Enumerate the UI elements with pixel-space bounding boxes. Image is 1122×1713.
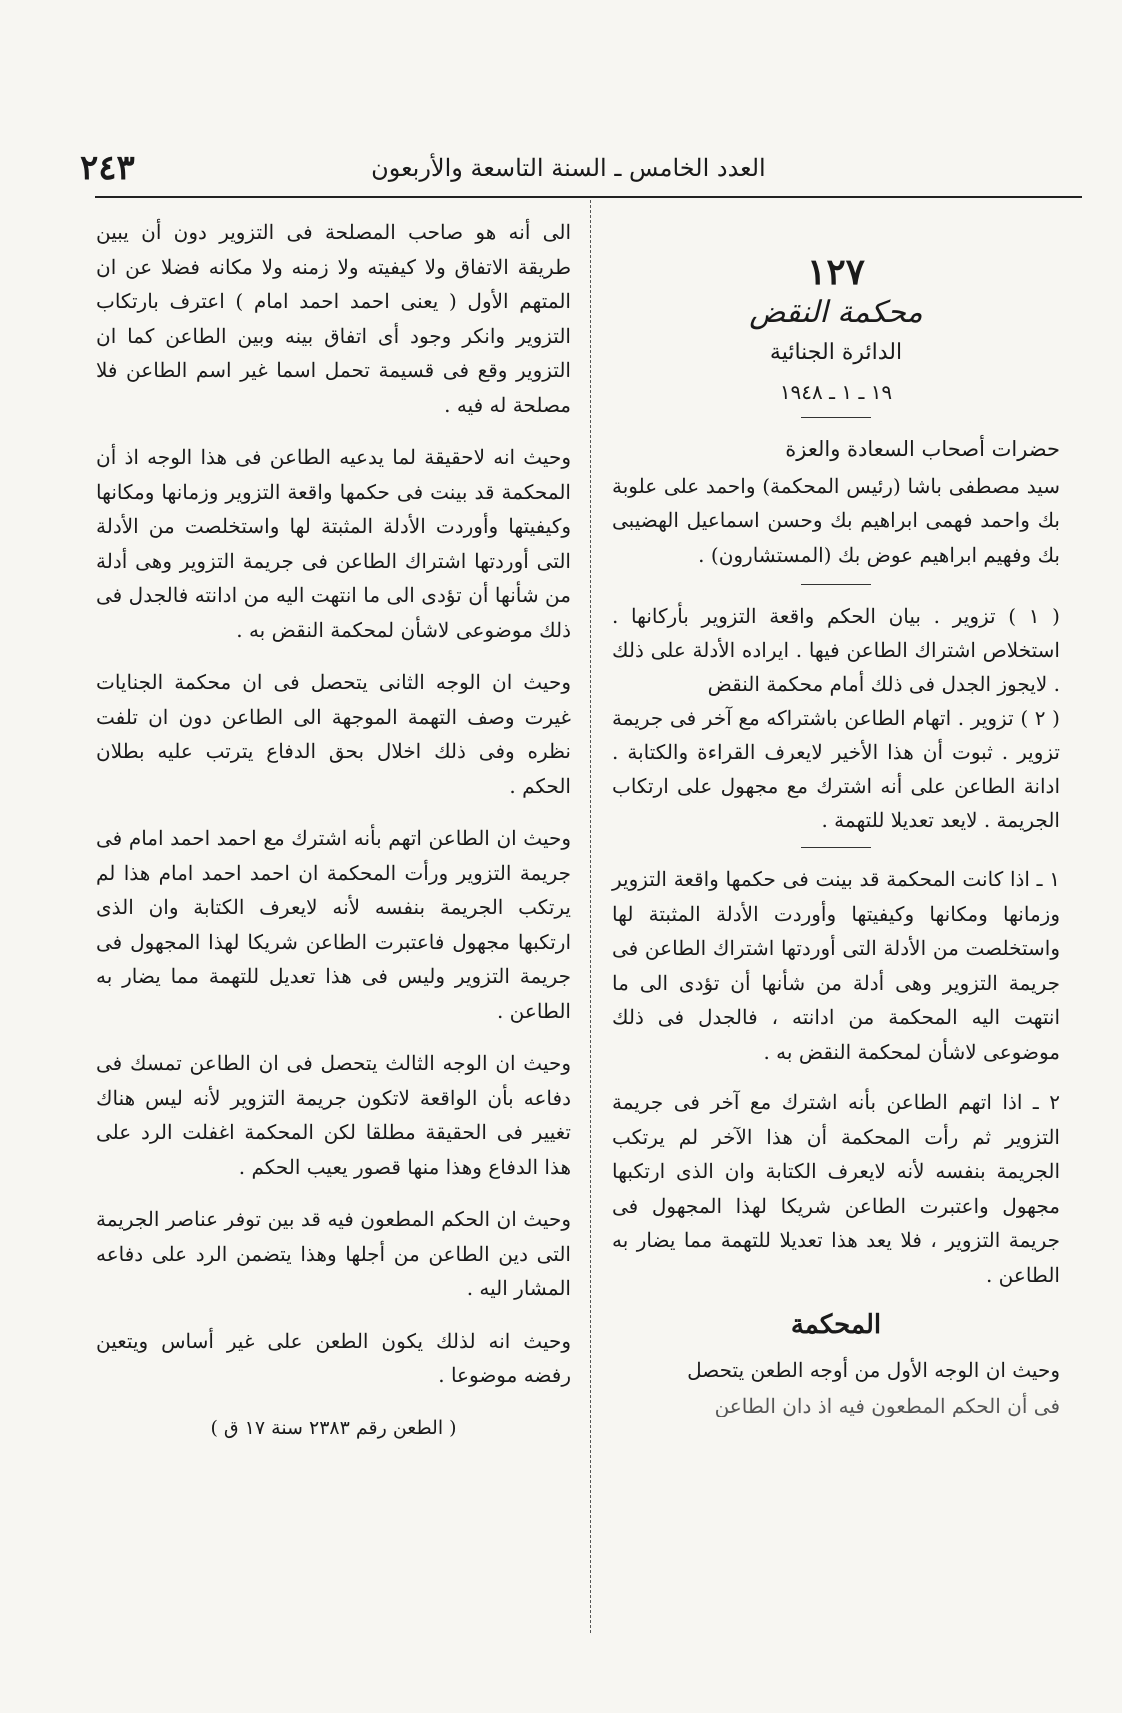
case-number: ١٢٧: [806, 251, 865, 293]
left-paragraph-4: وحيث ان الطاعن اتهم بأنه اشترك مع احمد احمد امام فى جريمة التزوير ورأت المحكمة ان احمد احمد امام هذا لم يرتكب الجريمة بنفسه لأنه لايعرف الكتابة وان الذى ارتكبها مجهول فاعتبرت الطاعن شريكا لهذا المجهول فى جريمة التزوير وليس فى هذا تعديل للتهمة مما يضار به الطاعن .: [96, 826, 571, 1023]
right-column: [612, 215, 1060, 1417]
page-header: [80, 140, 1042, 196]
left-paragraph-6: وحيث ان الحكم المطعون فيه قد بين توفر عناصر الجريمة التى دين الطاعن من أجلها وهذا يتضمن الرد على دفاعه المشار اليه .: [96, 1207, 571, 1300]
header-rule: [95, 196, 1082, 198]
court-heading: المحكمة: [790, 1310, 882, 1340]
case-reference: ( الطعن رقم ٢٣٨٣ سنة ١٧ ق ): [210, 1416, 457, 1439]
headnote-2: ( ٢ ) تزوير . اتهام الطاعن باشتراكه مع آخر فى جريمة تزوير . ثبوت أن هذا الأخير لايعرف القراءة والكتابة . ادانة الطاعن على أنه اشترك مع مجهول على ارتكاب الجريمة . لايعد تعديلا للتهمة .: [612, 706, 1060, 832]
section-rule: [801, 417, 871, 418]
holdings: [612, 862, 1060, 1292]
bench-title: حضرات أصحاب السعادة والعزة: [785, 437, 1060, 461]
body-faded-line: فى أن الحكم المطعون فيه اذ دان الطاعن: [714, 1394, 1060, 1417]
column-divider: [590, 200, 591, 1633]
left-column: [96, 215, 571, 1445]
headnote-1: ( ١ ) تزوير . بيان الحكم واقعة التزوير بأركانها . استخلاص اشتراك الطاعن فيها . ايراده الأدلة على ذلك . لايجوز الجدل فى ذلك أمام محكمة النقض: [612, 604, 1060, 696]
bench-members: سيد مصطفى باشا (رئيس المحكمة) واحمد على علوبة بك واحمد فهمى ابراهيم بك وحسن اسماعيل الهضيبى بك وفهيم ابراهيم عوض بك (المستشارون) .: [612, 473, 1060, 567]
headnotes: [612, 599, 1060, 837]
left-paragraph-2: وحيث انه لاحقيقة لما يدعيه الطاعن فى هذا الوجه اذ أن المحكمة قد بينت فى حكمها واقعة التزوير وزمانها ومكانها وكيفيتها وأوردت الأدلة المثبتة لها واستخلصت من الأدلة التى أوردتها اشتراك الطاعن فى جريمة التزوير وهى أدلة من شأنها أن تؤدى الى ما انتهت اليه من ادانته فالجدل فى ذلك موضوعى لاشأن لمحكمة النقض به .: [96, 445, 571, 642]
court-name: محكمة النقض: [749, 294, 923, 330]
section-rule-3: [801, 847, 871, 848]
left-paragraph-3: وحيث ان الوجه الثانى يتحصل فى ان محكمة الجنايات غيرت وصف التهمة الموجهة الى الطاعن دون ان تلفت نظره وفى ذلك اخلال بحق الدفاع يترتب عليه بطلان الحكم .: [96, 670, 571, 798]
circuit-name: الدائرة الجنائية: [769, 340, 903, 365]
holding-1: ١ ـ اذا كانت المحكمة قد بينت فى حكمها واقعة التزوير وزمانها ومكانها وكيفيتها وأوردت الأدلة المثبتة لها واستخلصت من الأدلة التى أوردتها اشتراك الطاعن فى جريمة التزوير وهى أدلة من شأنها أن تؤدى الى ما انتهت اليه المحكمة من ادانته ، فالجدل فى ذلك موضوعى لاشأن لمحكمة النقض به .: [612, 867, 1061, 1064]
judgment-date: ١٩ ـ ١ ـ ١٩٤٨: [779, 379, 893, 404]
body-start: وحيث ان الوجه الأول من أوجه الطعن يتحصل: [687, 1357, 1060, 1382]
page-number: ٢٤٣: [80, 148, 135, 188]
left-paragraph-1: الى أنه هو صاحب المصلحة فى التزوير دون أن يبين طريقة الاتفاق ولا كيفيته ولا زمنه ولا مكانه فضلا عن ان المتهم الأول ( يعنى احمد احمد امام ) اعترف بارتكاب التزوير وانكر وجود أى اتفاق بينه وبين الطاعن كما ان التزوير وقع فى قسيمة تحمل اسما غير اسم الطاعن فلا مصلحة له فيه .: [96, 220, 571, 417]
section-rule-2: [801, 584, 871, 585]
holding-2: ٢ ـ اذا اتهم الطاعن بأنه اشترك مع آخر فى جريمة التزوير ثم رأت المحكمة أن هذا الآخر لم يرتكب الجريمة بنفسه لأنه لايعرف الكتابة وان الذى ارتكبها مجهول واعتبرت الطاعن شريكا لهذا المجهول فى جريمة التزوير ، فلا يعد هذا تعديلا للتهمة مما يضار به الطاعن .: [612, 1090, 1060, 1287]
running-head: العدد الخامس ـ السنة التاسعة والأربعون: [371, 154, 766, 182]
left-paragraph-7: وحيث انه لذلك يكون الطعن على غير أساس ويتعين رفضه موضوعا .: [96, 1328, 571, 1387]
left-paragraph-5: وحيث ان الوجه الثالث يتحصل فى ان الطاعن تمسك فى دفاعه بأن الواقعة لاتكون جريمة التزوير لأنه ليس هناك تغيير فى الحقيقة مطلقا لكن المحكمة اغفلت الرد على هذا الدفاع وهذا منها قصور يعيب الحكم .: [96, 1051, 571, 1179]
